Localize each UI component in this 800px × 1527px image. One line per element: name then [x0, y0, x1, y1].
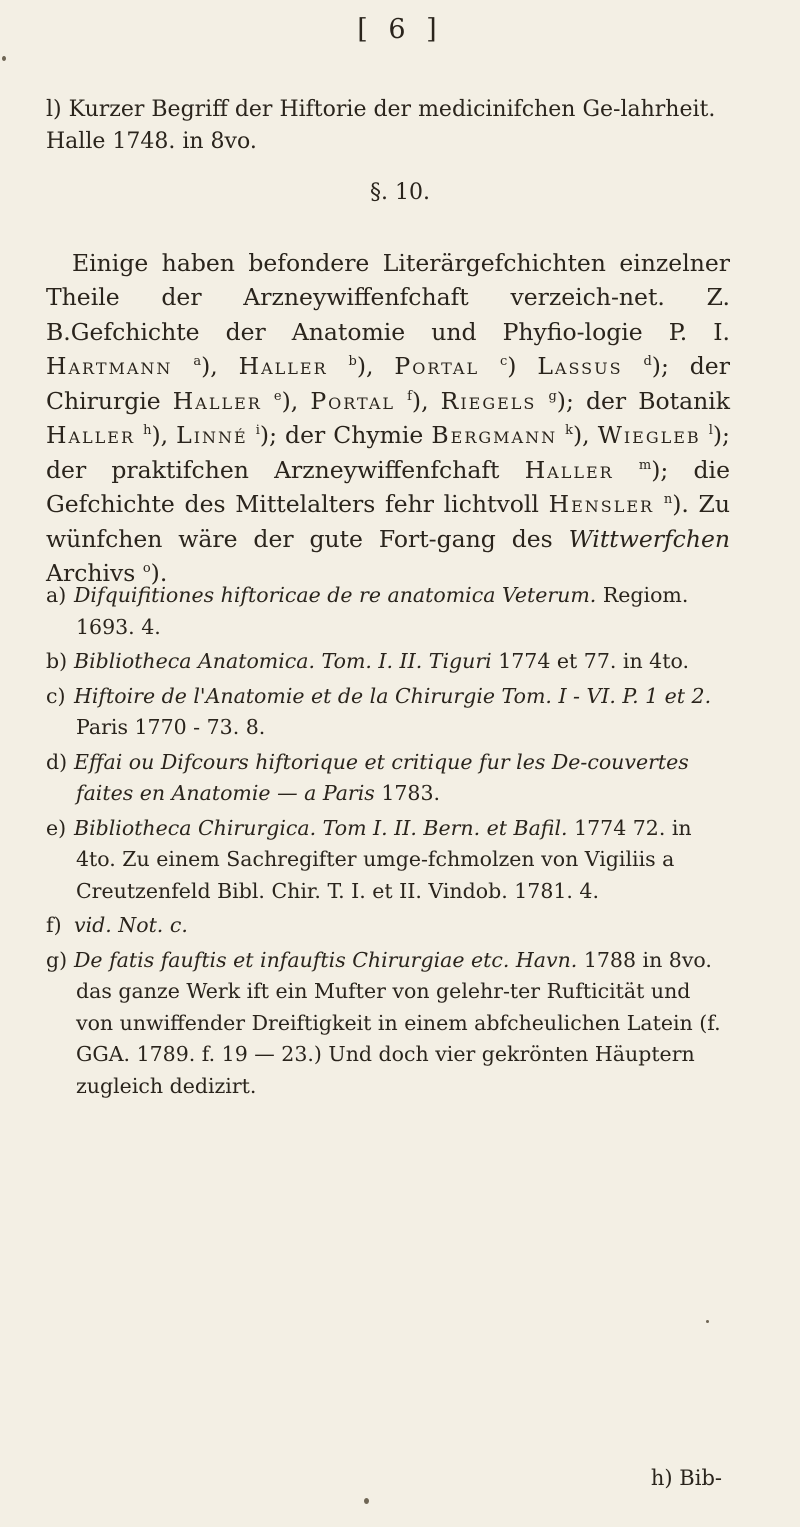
footnote-mark: a — [193, 354, 202, 369]
footnote — [46, 910, 730, 942]
lead-label: l) — [46, 97, 62, 122]
author-name: Haller — [238, 352, 328, 380]
footnote-label: f) — [46, 913, 62, 937]
section-heading: §. 10. — [370, 180, 430, 205]
author-name: Portal — [310, 386, 395, 415]
footnote-label: a) — [46, 583, 67, 607]
lead-text: Kurzer Begriff der Hiftorie der medicinifchen Ge-lahrheit. Halle 1748. in 8vo. — [46, 97, 716, 154]
text-run: ); der Chirurgie — [46, 352, 730, 415]
author-name: Portal — [394, 352, 480, 380]
footnote-mark: f — [407, 388, 412, 404]
text-run: ), — [281, 386, 311, 415]
text-run: ); die Gefchichte des Mittelalters fehr lichtvoll — [46, 455, 730, 518]
paper-speck — [364, 1498, 369, 1504]
footnote — [46, 945, 730, 1103]
footnote-text: 1774 72. in 4to. Zu einem Sachregifter umge-fchmolzen von Vigiliis a Creutzenfeld Bibl. Chir. T. I. et II. Vindob. 1781. 4. — [76, 815, 692, 903]
footnote-label: c) — [46, 683, 66, 708]
author-name: Haller — [524, 455, 614, 484]
text-run: ), — [573, 421, 598, 449]
text-run: ); der Chymie — [259, 421, 432, 449]
footnote-label: e) — [46, 815, 67, 840]
text-run: ), — [356, 352, 395, 380]
footnote — [46, 646, 730, 678]
text-run: ), — [201, 352, 239, 380]
lead-reference — [46, 94, 730, 158]
footnotes — [46, 580, 730, 1105]
footnote-title: De fatis fauftis et infauftis Chirurgiae etc. Havn. — [74, 947, 578, 972]
text-run: ), — [411, 386, 441, 415]
paper-speck — [706, 1320, 709, 1323]
footnote-text: Regiom. 1693. 4. — [76, 583, 689, 639]
author-name: Haller — [46, 421, 136, 449]
footnote-mark: m — [638, 457, 652, 473]
author-name: Wiegleb — [597, 421, 701, 449]
footnote-mark: b — [348, 354, 357, 369]
footnote-mark: o — [142, 561, 151, 576]
text-run: ); der Botanik — [556, 386, 730, 415]
footnote-mark: g — [548, 388, 557, 404]
footnote-title: vid. Not. c. — [74, 913, 188, 937]
author-name: Lassus — [537, 352, 623, 380]
text-run: ). — [150, 559, 168, 587]
footnote-title: Effai ou Difcours hiftorique et critique fur les De-couvertes faites en Anatomie — a Paris — [74, 749, 689, 805]
footnote — [46, 681, 730, 744]
footnote-text: 1783. — [374, 781, 441, 805]
text-run: ). Zu wünfchen wäre der gute Fort-gang des — [46, 490, 730, 553]
footnote-mark: e — [273, 388, 282, 404]
footnote-text: Paris 1770 - 73. 8. — [76, 715, 266, 739]
main-paragraph — [46, 246, 730, 591]
footnote-title: Bibliotheca Chirurgica. Tom I. II. Bern. et Bafil. — [74, 815, 568, 840]
catchword: h) Bib- — [650, 1466, 722, 1490]
footnote-mark: c — [499, 354, 508, 369]
footnote-title: Hiftoire de l'Anatomie et de la Chirurgie Tom. I - VI. P. 1 et 2. — [74, 683, 712, 708]
footnote-mark: n — [663, 492, 673, 507]
footnote-label: d) — [46, 749, 68, 774]
author-name: Bergmann — [431, 421, 558, 449]
text-run: ); der praktifchen Arzneywiffenfchaft — [46, 421, 730, 484]
footnote-mark: h — [143, 423, 152, 438]
footnote-label: b) — [46, 649, 68, 673]
italic-title: Wittwerfchen — [568, 524, 730, 553]
footnote-mark: k — [565, 423, 574, 438]
author-name: Hartmann — [46, 352, 173, 380]
text-run: ) — [507, 352, 538, 380]
footnote-label: g) — [46, 947, 68, 972]
footnote-text: 1788 in 8vo. das ganze Werk ift ein Mufter von gelehr-ter Rufticität und von unwiffender Dreiftigkeit in einem abfcheulichen Latein (f. GGA. 1789. f. 19 — 23.) Und doch vier gekrönten Häuptern zugleich dedizirt. — [76, 947, 721, 1098]
text-run: Archivs — [46, 559, 143, 587]
author-name: Riegels — [440, 386, 537, 415]
footnote — [46, 747, 730, 810]
footnote — [46, 813, 730, 908]
footnote — [46, 580, 730, 643]
footnote-mark: d — [643, 354, 652, 369]
footnote-title: Difquifitiones hiftoricae de re anatomica Veterum. — [74, 583, 597, 607]
text-run: Einige haben befondere Literärgefchichten einzelner Theile der Arzneywiffenfchaft verzeich-net. Z. B.Gefchichte der Anatomie und Phyfio-logie P. I. — [46, 248, 730, 346]
author-name: Hensler — [548, 490, 655, 518]
author-name: Haller — [172, 386, 262, 415]
footnote-mark: i — [255, 423, 260, 438]
footnote-title: Bibliotheca Anatomica. Tom. I. II. Tiguri — [74, 649, 492, 673]
paper-speck — [2, 56, 6, 61]
footnote-mark: l — [708, 423, 713, 438]
text-run: ), — [151, 421, 177, 449]
footnote-text: 1774 et 77. in 4to. — [491, 649, 689, 673]
author-name: Linné — [176, 421, 248, 449]
page-number: [ 6 ] — [357, 14, 443, 45]
